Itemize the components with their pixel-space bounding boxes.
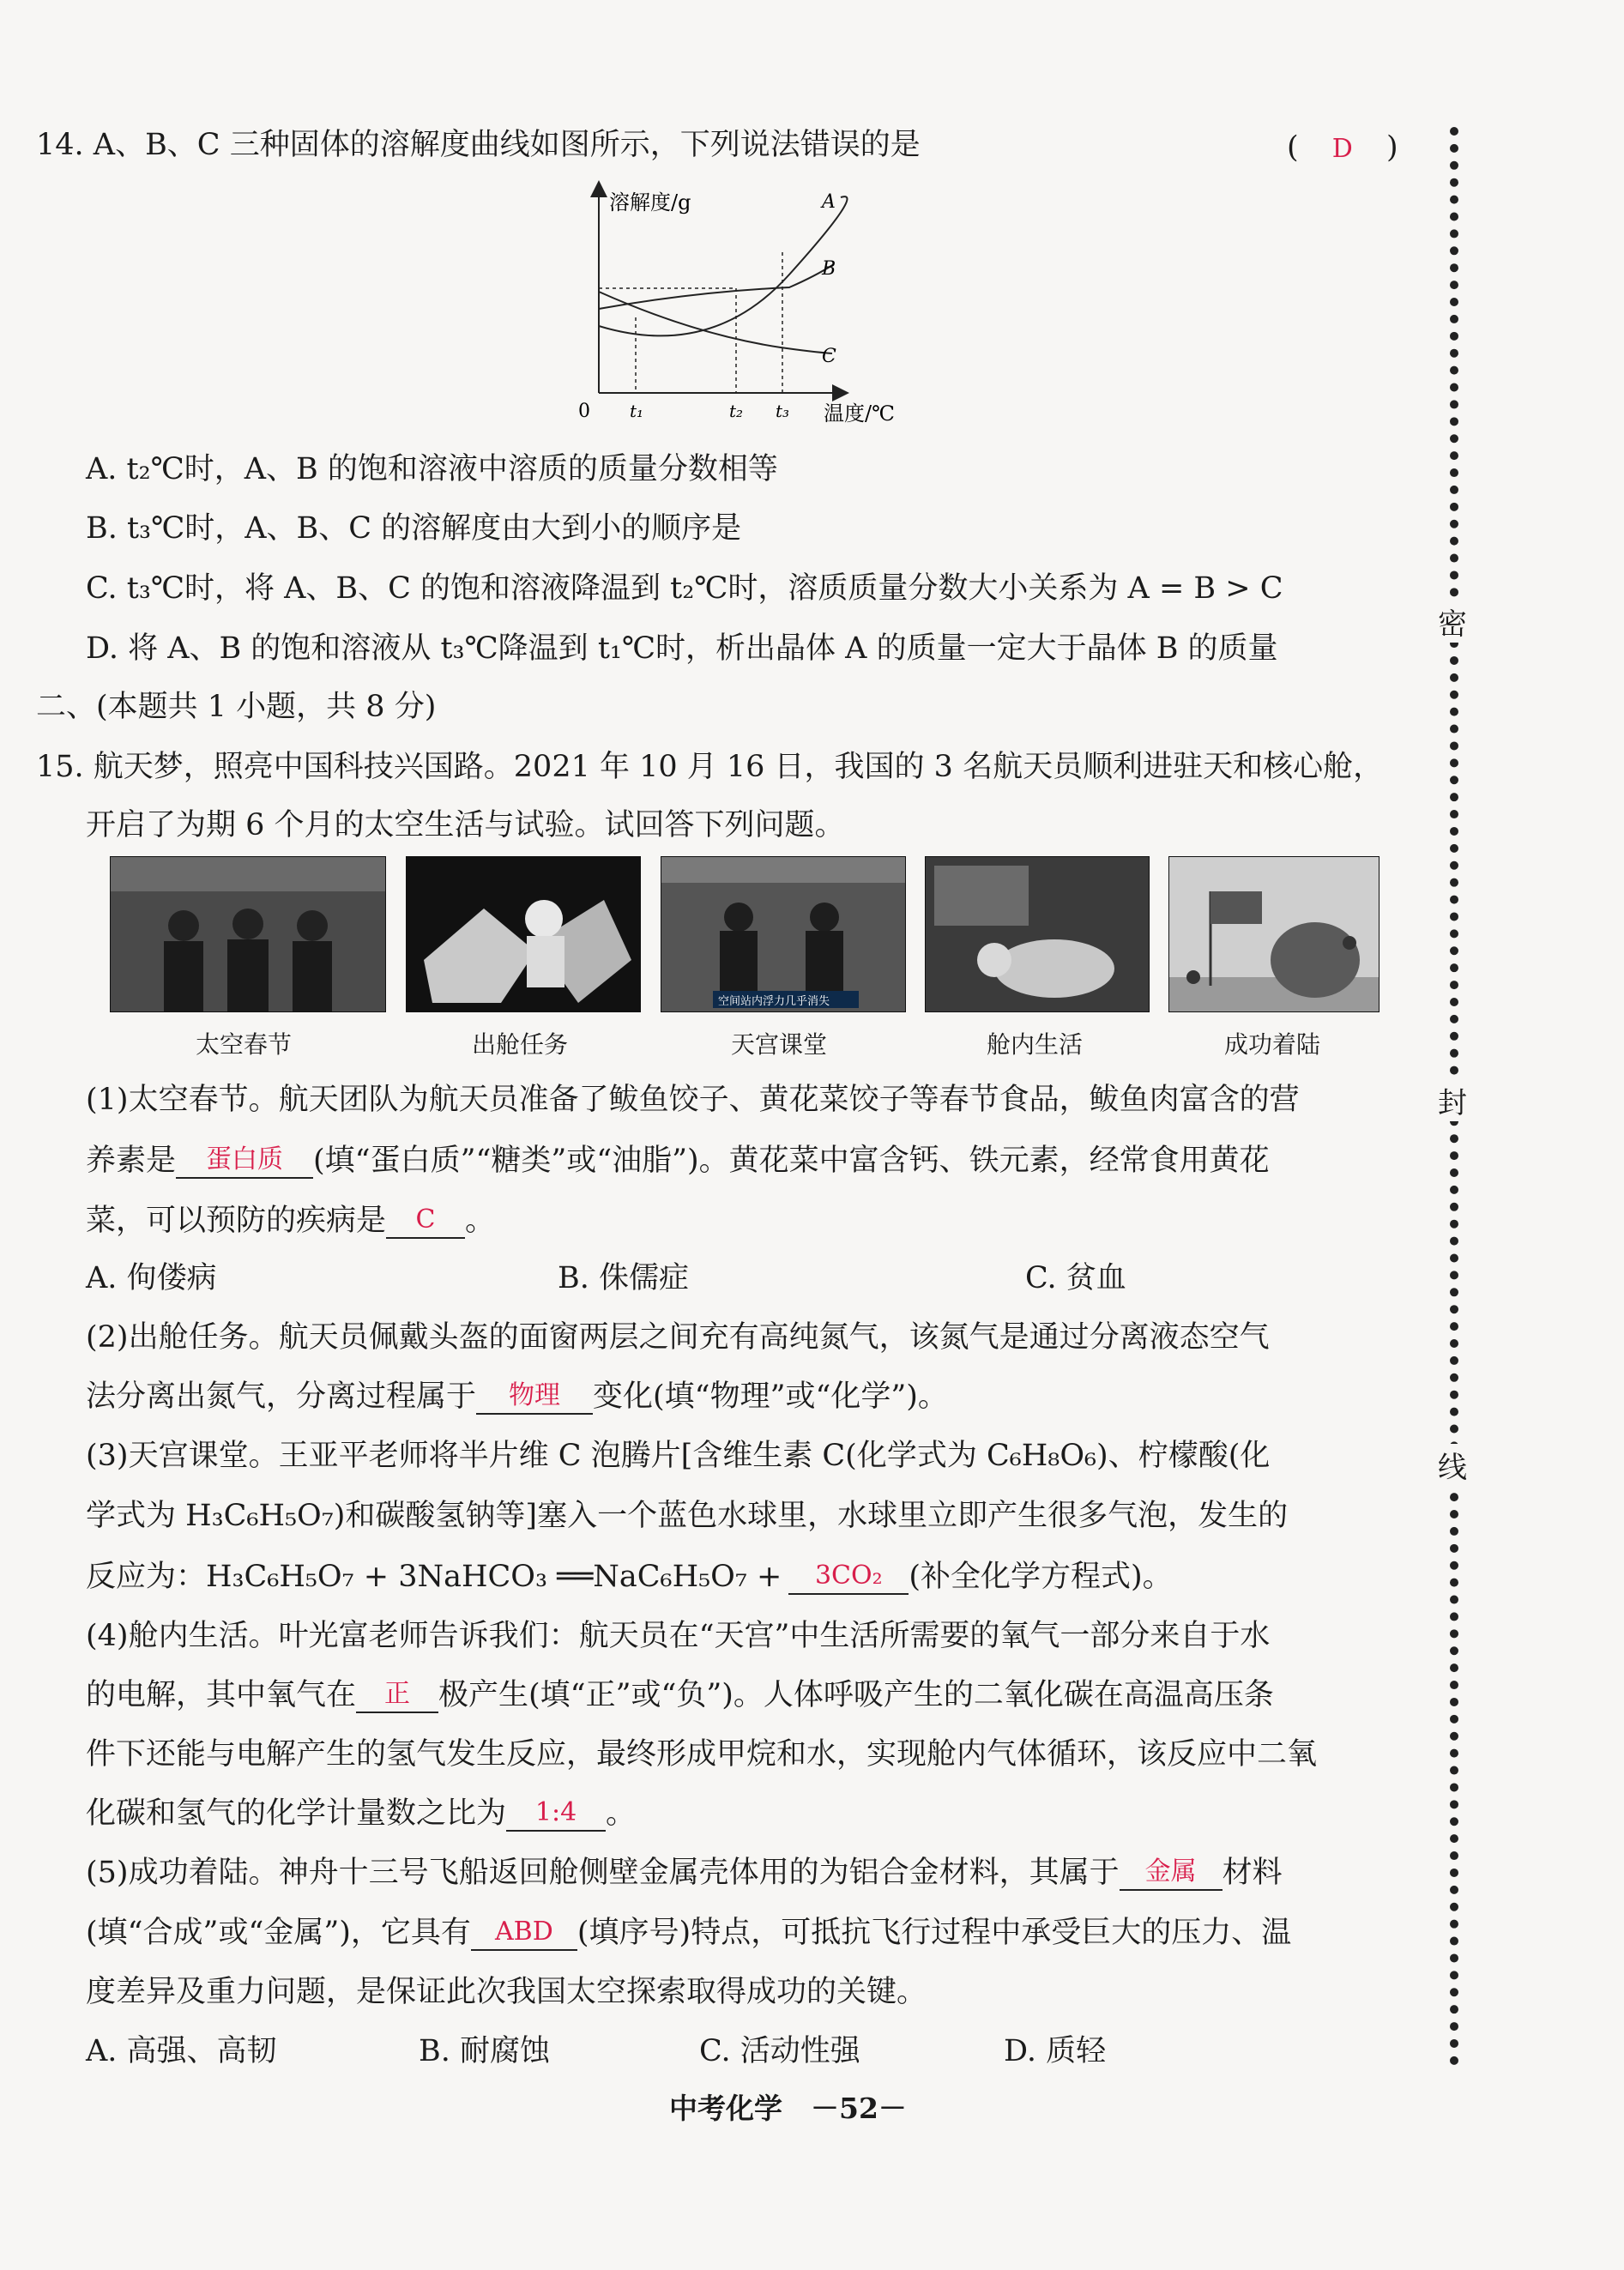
answer-co2: 3CO₂ [814, 1561, 883, 1591]
q15-p4-line4 [86, 1798, 636, 1832]
answer-metal: 金属 [1144, 1856, 1197, 1887]
caption-tiangong-classroom: 天宫课堂 [731, 1030, 828, 1059]
binding-label-envelope: 封 [1433, 1079, 1472, 1121]
q15-p1-line2 [86, 1145, 1270, 1179]
q15-p5-option-d: D. 质轻 [1004, 2034, 1107, 2068]
cabin-image [926, 857, 1149, 1011]
binding-label-line: 线 [1433, 1444, 1472, 1486]
q15-p1-option-c: C. 贫血 [1025, 1261, 1126, 1295]
q15-p1-line2-a: 养素是 [86, 1144, 177, 1178]
caption-cabin-life: 舱内生活 [987, 1030, 1084, 1059]
q15-stem-line2: 开启了为期 6 个月的太空生活与试验。试回答下列问题。 [86, 808, 845, 842]
curve-a [599, 196, 848, 335]
q15-p4-line3: 件下还能与电解产生的氢气发生反应，最终形成甲烷和水，实现舱内气体循环，该反应中二氧 [86, 1737, 1318, 1772]
q15-p3-line3-a: 反应为：H₃C₆H₅O₇ + 3NaHCO₃ ══NaC₆H₅O₇ + [86, 1560, 782, 1594]
curve-label-b: B [822, 258, 836, 280]
q15-p3-line1: (3)天宫课堂。王亚平老师将半片维 C 泡腾片[含维生素 C(化学式为 C₆H₈O₆)、柠檬酸(化 [86, 1439, 1271, 1473]
classroom-overlay-caption: 空间站内浮力几乎消失 [718, 995, 830, 1008]
caption-space-spring-festival: 太空春节 [196, 1030, 293, 1059]
q15-p5-option-c: C. 活动性强 [699, 2034, 860, 2068]
q15-p2-line2-b: 变化(填“物理”或“化学”)。 [593, 1380, 948, 1414]
spacewalk-image [407, 857, 640, 1011]
tick-t2: t₂ [729, 401, 744, 421]
photo-space-spring-festival [110, 856, 386, 1012]
photo-cabin-life [925, 856, 1150, 1012]
q15-p5-line1 [86, 1857, 1283, 1891]
q14-option-d: D. 将 A、B 的饱和溶液从 t₃℃降温到 t₁℃时，析出晶体 A 的质量一定大于晶体 B 的质量 [86, 631, 1278, 666]
q15-p1-line1: (1)太空春节。航天团队为航天员准备了鲅鱼饺子、黄花菜饺子等春节食品，鲅鱼肉富含的营 [86, 1083, 1300, 1117]
answer-physical: 物理 [509, 1380, 561, 1410]
q15-p5-line3: 度差异及重力问题，是保证此次我国太空探索取得成功的关键。 [86, 1975, 927, 2009]
q15-p4-line4-a: 化碳和氢气的化学计量数之比为 [86, 1796, 507, 1831]
q15-p3-line2: 学式为 H₃C₆H₅O₇)和碳酸氢钠等]塞入一个蓝色水球里，水球里立即产生很多气泡，发生的 [86, 1499, 1289, 1533]
q15-p1-line3-b: 。 [465, 1204, 496, 1238]
q15-p2-line2-a: 法分离出氮气，分离过程属于 [86, 1380, 477, 1414]
landing-image [1169, 857, 1379, 1011]
q14-option-a: A. t₂℃时，A、B 的饱和溶液中溶质的质量分数相等 [86, 452, 778, 486]
photo-successful-landing [1168, 856, 1379, 1012]
answer-positive: 正 [384, 1679, 411, 1709]
q15-p5-option-a: A. 高强、高韧 [86, 2034, 277, 2068]
binding-label-seal: 密 [1433, 601, 1472, 643]
caption-successful-landing: 成功着陆 [1224, 1030, 1321, 1059]
q15-p5-line1-a: (5)成功着陆。神舟十三号飞船返回舱侧壁金属壳体用的为铝合金材料，其属于 [86, 1856, 1120, 1890]
answer-blank [476, 1381, 593, 1415]
q14-option-c: C. t₃℃时，将 A、B、C 的饱和溶液降温到 t₂℃时，溶质质量分数大小关系为 A = B > C [86, 571, 1283, 606]
q15-p1-line3 [86, 1205, 495, 1239]
tick-t1: t₁ [630, 401, 644, 421]
q14-answer-bracket [1287, 130, 1398, 165]
q15-p1-option-b: B. 侏儒症 [558, 1261, 689, 1295]
answer-disease: C [415, 1204, 436, 1235]
q15-p1-line3-a: 菜，可以预防的疾病是 [86, 1204, 387, 1238]
q15-p5-option-b: B. 耐腐蚀 [419, 2034, 550, 2068]
q15-p2-line1: (2)出舱任务。航天员佩戴头盔的面窗两层之间充有高纯氮气，该氮气是通过分离液态空气 [86, 1320, 1270, 1355]
caption-eva-mission: 出舱任务 [472, 1030, 569, 1059]
answer-blank [176, 1145, 313, 1179]
q15-p5-line2 [86, 1917, 1291, 1951]
curve-b [599, 264, 834, 309]
classroom-image [661, 857, 905, 1011]
astronauts-image [111, 857, 385, 1011]
q14-stem: 14. A、B、C 三种固体的溶解度曲线如图所示，下列说法错误的是 [36, 128, 921, 162]
answer-blank [471, 1917, 577, 1951]
q14-answer: D [1331, 134, 1353, 164]
curve-c [599, 292, 832, 353]
q15-p1-option-a: A. 佝偻病 [86, 1261, 217, 1295]
answer-blank [1120, 1857, 1223, 1891]
photo-tiangong-classroom [661, 856, 906, 1012]
curve-label-a: A [822, 191, 836, 213]
photo-eva-mission [406, 856, 641, 1012]
q15-p4-line2-b: 极产生(填“正”或“负”)。人体呼吸产生的二氧化碳在高温高压条 [438, 1678, 1274, 1712]
answer-features: ABD [495, 1917, 553, 1947]
y-axis-label: 溶解度/g [609, 190, 691, 214]
q15-p4-line2-a: 的电解，其中氧气在 [86, 1678, 357, 1712]
answer-ratio: 1:4 [534, 1797, 577, 1827]
q15-p3-line3-b: (补全化学方程式)。 [909, 1560, 1173, 1594]
q15-p5-line2-b: (填序号)特点，可抵抗飞行过程中承受巨大的压力、温 [577, 1916, 1292, 1950]
curve-label-c: C [822, 346, 836, 367]
x-axis-label: 温度/℃ [824, 401, 895, 426]
q15-p5-line1-b: 材料 [1222, 1856, 1283, 1890]
page-footer: 中考化学 －52－ [669, 2092, 907, 2125]
answer-blank [356, 1680, 438, 1713]
answer-protein: 蛋白质 [206, 1144, 284, 1174]
q15-p3-line3 [86, 1561, 1173, 1595]
q15-p1-line2-b: (填“蛋白质”“糖类”或“油脂”)。黄花菜中富含钙、铁元素，经常食用黄花 [313, 1144, 1270, 1178]
q15-p4-line2 [86, 1680, 1274, 1713]
q15-p4-line4-b: 。 [606, 1796, 637, 1831]
q14-option-b: B. t₃℃时，A、B、C 的溶解度由大到小的顺序是 [86, 511, 742, 546]
solubility-curve-graph [566, 180, 927, 429]
q15-stem-line1: 15. 航天梦，照亮中国科技兴国路。2021 年 10 月 16 日，我国的 3 名航天员顺利进驻天和核心舱， [36, 750, 1384, 784]
answer-blank [788, 1561, 909, 1595]
q15-p4-line1: (4)舱内生活。叶光富老师告诉我们：航天员在“天宫”中生活所需要的氧气一部分来自于水 [86, 1619, 1271, 1653]
origin-label: 0 [578, 401, 590, 422]
tick-t3: t₃ [776, 401, 790, 421]
q15-p2-line2 [86, 1381, 948, 1415]
answer-blank [506, 1798, 606, 1832]
paren-close: ) [1386, 130, 1398, 165]
paren-open: ( [1287, 130, 1299, 165]
q15-p5-line2-a: (填“合成”或“金属”)，它具有 [86, 1916, 471, 1950]
section-heading: 二、(本题共 1 小题，共 8 分) [36, 690, 437, 724]
answer-blank [386, 1205, 465, 1239]
